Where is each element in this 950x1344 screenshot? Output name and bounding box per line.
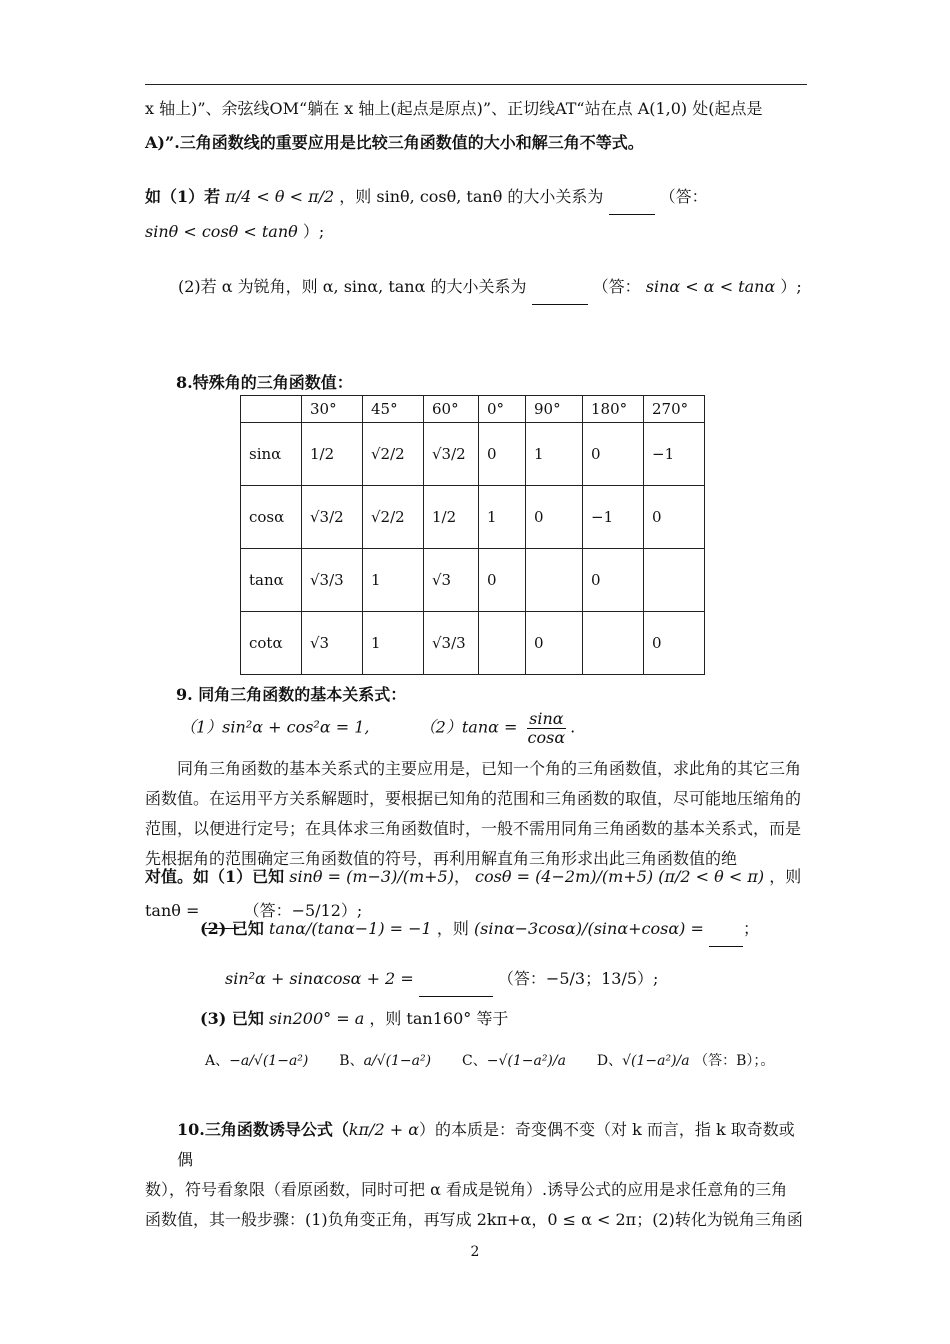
answer-blank (419, 962, 493, 997)
section-10 (145, 1115, 807, 1235)
header-cell: 30° (302, 396, 363, 423)
table-row (241, 423, 705, 486)
induction-formula: kπ/2 + α (348, 1120, 420, 1139)
given-range: (π/2 < θ < π) (658, 867, 765, 886)
answer-blank (709, 912, 743, 947)
answer-value: （答：−5/3；13/5）; (497, 969, 659, 988)
example-label: 如（1）若 (145, 187, 221, 206)
table-cell (583, 612, 644, 675)
text-line: A)”.三角函数线的重要应用是比较三角函数值的大小和解三角不等式。 (145, 133, 644, 152)
choice-b (339, 1053, 431, 1069)
table-cell: √2/2 (363, 423, 424, 486)
table-cell: −1 (644, 423, 705, 486)
choice-label: B、 (339, 1053, 364, 1069)
identities-example-3 (200, 1002, 800, 1036)
example-1 (145, 180, 807, 249)
table-cell: 0 (479, 423, 526, 486)
table-cell: 1/2 (424, 486, 479, 549)
table-cell (526, 549, 583, 612)
choice-value: a/√(1−a²) (363, 1053, 432, 1069)
question-text: (2)若 α 为锐角，则 α, sinα, tanα 的大小关系为 (178, 277, 527, 296)
question-text: ，则 tan160° 等于 (369, 1009, 509, 1028)
question-text: ，则 tanθ = (145, 867, 802, 920)
given: sin200° = a (268, 1009, 365, 1028)
answer-value: sinθ < cosθ < tanθ (145, 222, 298, 241)
answer-value: （答：−5/12）; (243, 901, 363, 920)
choice-value: −√(1−a²)/a (486, 1053, 566, 1069)
expression: (sinα−3cosα)/(sinα+cosα) = (473, 919, 704, 938)
table-cell: 1/2 (302, 423, 363, 486)
example-label: (2) 已知 (200, 919, 264, 938)
question-text: ，则 (436, 919, 469, 938)
identity-2-label: （2）tanα = (419, 717, 518, 737)
paragraph-identities: 同角三角函数的基本关系式的主要应用是，已知一个角的三角函数值，求此角的其它三角函数值。在运用平方关系解题时，要根据已知角的范围和三角函数的取值，尽可能地压缩角的范围，以便进行定号；在具体求三角函数值时，一般不需用同角三角函数的基本关系式，而是先根据角的范围确定三角函数值的符号，再利用解直角三角形求出此三角函数值的绝 (145, 759, 802, 868)
header-cell: 180° (583, 396, 644, 423)
page-number: 2 (470, 1244, 480, 1260)
table-cell: √3 (424, 549, 479, 612)
identity-2-fraction (526, 710, 568, 746)
basic-identities: （1）sin²α + cos²α = 1, （2）tanα = $\frac{\sin\alpha}{\cos\alpha}$ . (180, 709, 576, 747)
example-label: 对值。如（1）已知 (145, 867, 285, 886)
answer-end: ）; (780, 277, 802, 296)
choice-label: C、 (462, 1053, 487, 1069)
choice-c (462, 1053, 566, 1069)
section-9-title: 9. 同角三角函数的基本关系式： (176, 685, 407, 704)
table-cell: 0 (526, 612, 583, 675)
text-line (145, 1115, 807, 1175)
example-2 (178, 270, 808, 305)
table-cell: 0 (583, 423, 644, 486)
row-label: cosα (241, 486, 302, 549)
denominator: cosα (527, 727, 566, 747)
special-angle-table (240, 395, 705, 675)
header-cell: 0° (479, 396, 526, 423)
row-label: sinα (241, 423, 302, 486)
given-sin: sinθ = (m−3)/(m+5) (289, 867, 454, 886)
table-header-row (241, 396, 705, 423)
identity-1: （1）sin²α + cos²α = 1, (180, 717, 370, 737)
identities-example-1: 对值。如（1）已知 sinθ = (m−3)/(m+5)， cosθ = (4−2m)/(m+5) (π/2 < θ < π) ，则 tanθ = （答：−5/12）; (145, 860, 807, 929)
paragraph-trig-lines (145, 92, 807, 160)
choice-answer: （答：B）；。 (694, 1053, 775, 1069)
identities-example-2: (2) 已知 tanα/(tanα−1) = −1 ，则 (sinα−3cosα)/(sinα+cosα) = ； (200, 912, 800, 947)
text-line: 数），符号看象限（看原函数，同时可把 α 看成是锐角）.诱导公式的应用是求任意角的三角 (145, 1180, 788, 1199)
header-cell: 90° (526, 396, 583, 423)
header-cell: 60° (424, 396, 479, 423)
answer-label: （答： (659, 187, 708, 206)
row-label: tanα (241, 549, 302, 612)
table-cell: 1 (526, 423, 583, 486)
given-cos: cosθ = (4−2m)/(m+5) (475, 867, 654, 886)
choice-label: D、 (596, 1053, 623, 1069)
choice-label: A、 (205, 1053, 230, 1069)
choice-d (597, 1053, 690, 1069)
table-cell: 1 (479, 486, 526, 549)
header-cell: 270° (644, 396, 705, 423)
table-cell: √3 (302, 612, 363, 675)
choice-value: √(1−a²)/a (622, 1053, 690, 1069)
table-cell: √3/2 (424, 423, 479, 486)
multiple-choice (205, 1044, 805, 1078)
question-text: ，则 sinθ, cosθ, tanθ 的大小关系为 (339, 187, 604, 206)
table-row (241, 549, 705, 612)
table-cell (479, 612, 526, 675)
table-cell: 0 (644, 612, 705, 675)
table-cell: 0 (644, 486, 705, 549)
text-fragment: ）的本质是：奇变偶不变（对 k 而言，指 k 取奇数或偶 (177, 1120, 795, 1169)
table-cell: 0 (583, 549, 644, 612)
text-line: x 轴上)”、余弦线OM“躺在 x 轴上(起点是原点)”、正切线AT“站在点 A(1,0) 处(起点是 (145, 99, 763, 118)
table-cell: √3/2 (302, 486, 363, 549)
table-cell: √2/2 (363, 486, 424, 549)
row-label: cotα (241, 612, 302, 675)
answer-blank (532, 270, 588, 305)
table-row (241, 612, 705, 675)
table-cell: 0 (526, 486, 583, 549)
text-line: 函数值，其一般步骤：(1)负角变正角，再写成 2kπ+α，0 ≤ α < 2π；(2)转化为锐角三角函 (145, 1210, 803, 1229)
table-cell (644, 549, 705, 612)
choice-a (205, 1053, 308, 1069)
given: tanα/(tanα−1) = −1 (268, 919, 432, 938)
answer-blank (609, 180, 655, 215)
header-cell (241, 396, 302, 423)
example-label: (3) 已知 (200, 1009, 264, 1028)
table-cell: −1 (583, 486, 644, 549)
answer-label: （答： (592, 277, 641, 296)
table-cell: √3/3 (424, 612, 479, 675)
section-8-title: 8.特殊角的三角函数值： (176, 373, 353, 392)
table-cell: 1 (363, 549, 424, 612)
expression: sin²α + sinαcosα + 2 = (225, 969, 414, 988)
condition: π/4 < θ < π/2 (225, 187, 335, 206)
identities-example-2b (225, 962, 805, 997)
table-cell: √3/3 (302, 549, 363, 612)
table-cell: 1 (363, 612, 424, 675)
section-10-title: 10.三角函数诱导公式（ (177, 1120, 349, 1139)
table-cell: 0 (479, 549, 526, 612)
table-row (241, 486, 705, 549)
choice-value: −a/√(1−a²) (229, 1053, 309, 1069)
header-cell: 45° (363, 396, 424, 423)
header-rule (145, 84, 807, 85)
numerator: sinα (529, 709, 564, 728)
answer-value: sinα < α < tanα (645, 277, 776, 296)
answer-end: ）; (302, 222, 325, 241)
